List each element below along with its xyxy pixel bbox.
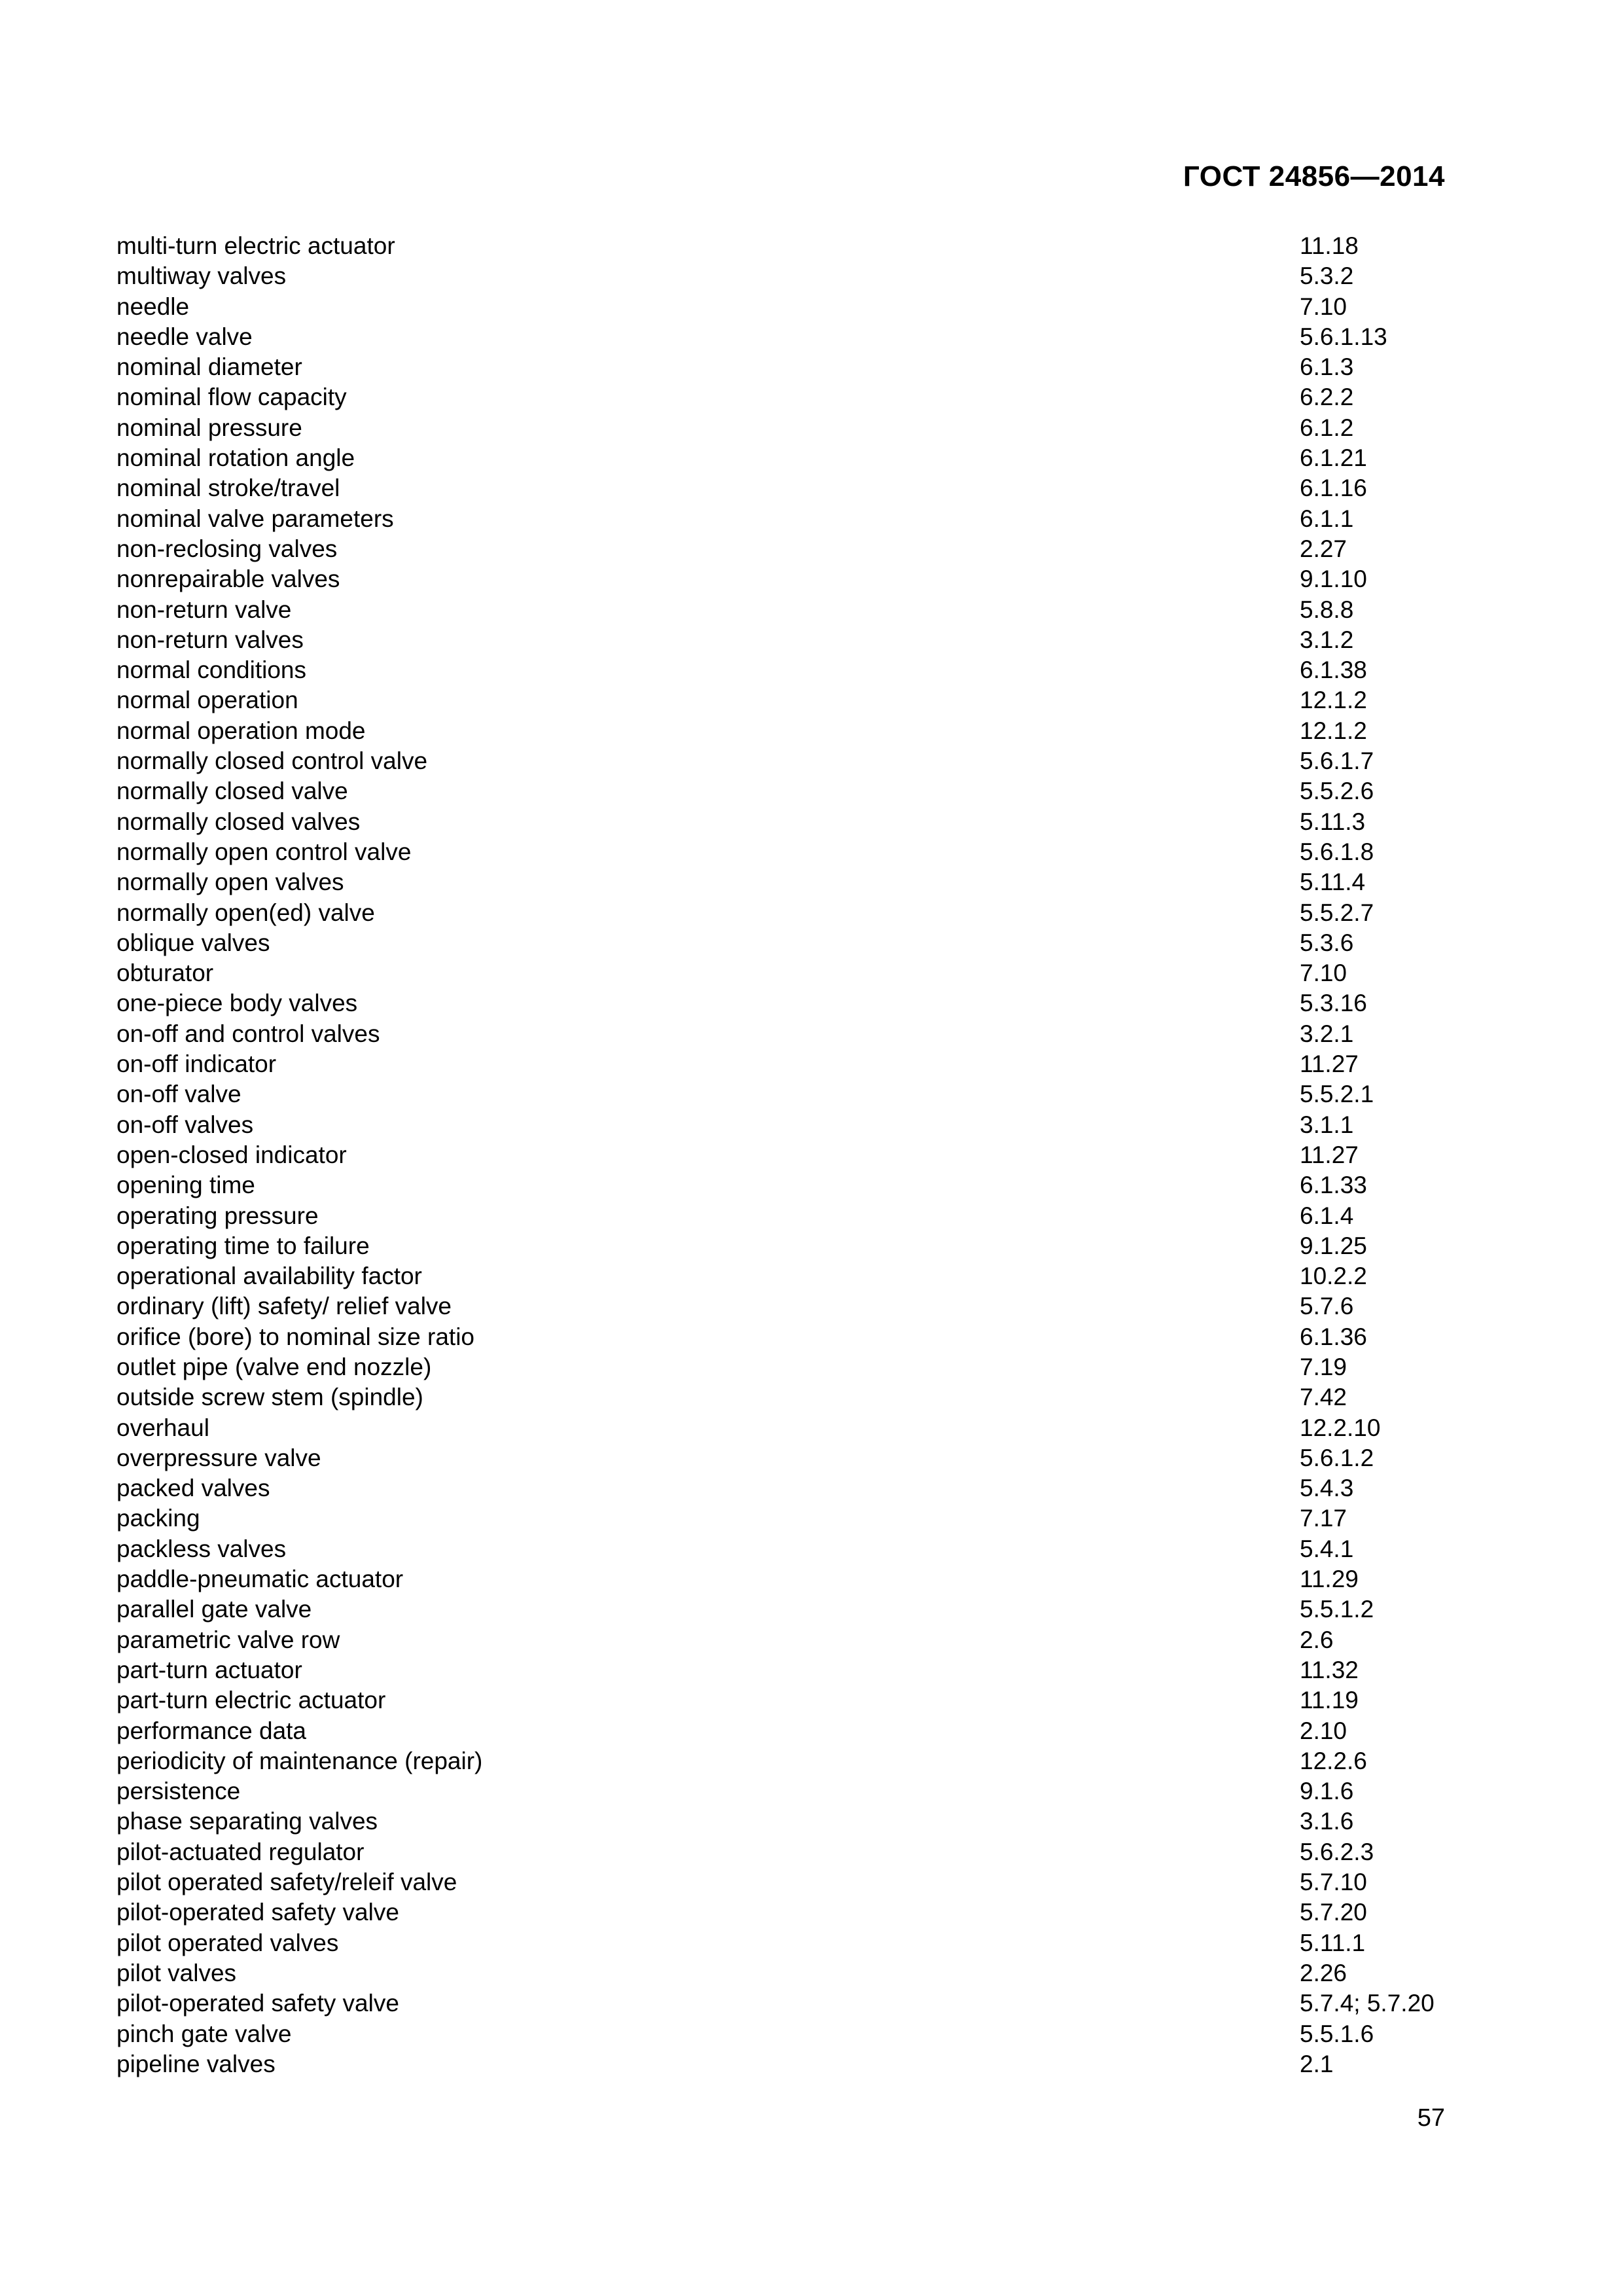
index-entry — [116, 1382, 1445, 1412]
index-entry — [116, 1231, 1445, 1261]
index-entry — [116, 716, 1445, 746]
index-reference: 9.1.6 — [1300, 1778, 1354, 1805]
index-entry — [116, 443, 1445, 473]
index-term: periodicity of maintenance (repair) — [116, 1747, 483, 1774]
index-term: packed valves — [116, 1475, 270, 1502]
index-term: on-off valves — [116, 1111, 254, 1138]
index-entry — [116, 1897, 1445, 1928]
index-reference: 5.11.3 — [1300, 808, 1366, 835]
index-term: on-off indicator — [116, 1050, 277, 1078]
index-term: pilot valves — [116, 1959, 237, 1986]
index-reference: 5.5.1.2 — [1300, 1596, 1374, 1623]
index-entry — [116, 1170, 1445, 1200]
index-reference: 5.7.4; 5.7.20 — [1300, 1990, 1435, 2017]
index-entry — [116, 1594, 1445, 1624]
index-term: normally closed valves — [116, 808, 361, 835]
index-reference: 6.1.1 — [1300, 505, 1354, 532]
index-entry — [116, 1079, 1445, 1109]
index-entry — [116, 231, 1445, 261]
index-term: nominal pressure — [116, 414, 302, 441]
index-term: outside screw stem (spindle) — [116, 1384, 423, 1411]
index-reference: 9.1.10 — [1300, 565, 1367, 593]
index-entry — [116, 1110, 1445, 1140]
index-reference: 11.19 — [1300, 1687, 1359, 1714]
index-term: non-reclosing valves — [116, 535, 338, 562]
index-reference: 5.5.2.7 — [1300, 899, 1374, 926]
index-entry — [116, 1261, 1445, 1291]
index-term: normally closed valve — [116, 778, 348, 805]
index-reference: 5.6.1.13 — [1300, 323, 1387, 350]
index-reference: 5.7.20 — [1300, 1899, 1367, 1926]
index-term: pinch gate valve — [116, 2020, 292, 2047]
document-header: ГОСТ 24856—2014 — [1183, 160, 1445, 192]
index-entry — [116, 1746, 1445, 1776]
index-term: ordinary (lift) safety/ relief valve — [116, 1293, 452, 1320]
index-term: normally closed control valve — [116, 747, 428, 775]
term-index — [116, 231, 1445, 2079]
index-entry — [116, 292, 1445, 322]
index-reference: 6.1.33 — [1300, 1172, 1367, 1199]
index-reference: 6.1.38 — [1300, 656, 1367, 684]
index-term: nominal valve parameters — [116, 505, 394, 532]
index-entry — [116, 1019, 1445, 1049]
index-term: part-turn electric actuator — [116, 1687, 386, 1714]
index-reference: 5.7.10 — [1300, 1869, 1367, 1896]
index-entry — [116, 807, 1445, 837]
index-reference: 5.6.1.2 — [1300, 1444, 1374, 1471]
index-reference: 12.2.10 — [1300, 1414, 1381, 1441]
index-reference: 6.2.2 — [1300, 384, 1354, 411]
index-term: opening time — [116, 1172, 255, 1199]
index-reference: 2.10 — [1300, 1717, 1347, 1744]
index-entry — [116, 1443, 1445, 1473]
index-term: needle — [116, 293, 190, 320]
index-term: normal operation mode — [116, 717, 366, 744]
index-entry — [116, 1291, 1445, 1321]
index-term: part-turn actuator — [116, 1656, 302, 1683]
index-reference: 5.3.2 — [1300, 262, 1354, 290]
index-entry — [116, 382, 1445, 412]
index-term: nonrepairable valves — [116, 565, 340, 593]
index-term: nominal rotation angle — [116, 444, 355, 472]
index-reference: 5.5.2.6 — [1300, 778, 1374, 805]
index-entry — [116, 1503, 1445, 1534]
index-entry — [116, 504, 1445, 534]
index-reference: 12.2.6 — [1300, 1747, 1367, 1774]
index-entry — [116, 988, 1445, 1018]
index-entry — [116, 595, 1445, 625]
index-term: phase separating valves — [116, 1808, 378, 1835]
index-term: nominal diameter — [116, 353, 302, 381]
index-reference: 11.18 — [1300, 232, 1359, 259]
index-reference: 5.6.2.3 — [1300, 1838, 1374, 1865]
index-entry — [116, 322, 1445, 352]
index-entry — [116, 1049, 1445, 1079]
index-entry — [116, 534, 1445, 564]
index-entry — [116, 685, 1445, 715]
index-entry — [116, 1958, 1445, 1988]
index-term: non-return valves — [116, 626, 304, 653]
index-reference: 5.7.6 — [1300, 1293, 1354, 1320]
index-entry — [116, 1201, 1445, 1231]
index-reference: 3.1.6 — [1300, 1808, 1354, 1835]
index-reference: 5.11.1 — [1300, 1929, 1366, 1956]
index-reference: 2.1 — [1300, 2050, 1334, 2077]
index-entry — [116, 1473, 1445, 1503]
index-term: obturator — [116, 960, 214, 987]
index-reference: 5.3.16 — [1300, 990, 1367, 1017]
index-reference: 7.17 — [1300, 1505, 1347, 1532]
index-reference: 7.42 — [1300, 1384, 1347, 1411]
index-entry — [116, 352, 1445, 382]
index-entry — [116, 1413, 1445, 1443]
index-term: parametric valve row — [116, 1626, 340, 1653]
index-entry — [116, 1837, 1445, 1867]
index-term: needle valve — [116, 323, 253, 350]
index-term: outlet pipe (valve end nozzle) — [116, 1353, 432, 1380]
index-reference: 9.1.25 — [1300, 1232, 1367, 1259]
index-term: pilot-operated safety valve — [116, 1990, 399, 2017]
index-reference: 2.6 — [1300, 1626, 1334, 1653]
index-entry — [116, 928, 1445, 958]
index-entry — [116, 413, 1445, 443]
index-entry — [116, 564, 1445, 594]
index-reference: 3.1.2 — [1300, 626, 1354, 653]
index-entry — [116, 776, 1445, 806]
index-term: normal conditions — [116, 656, 306, 684]
index-entry — [116, 1564, 1445, 1594]
index-reference: 10.2.2 — [1300, 1263, 1367, 1290]
index-entry — [116, 1322, 1445, 1352]
index-entry — [116, 1685, 1445, 1715]
index-entry — [116, 2019, 1445, 2049]
index-term: nominal flow capacity — [116, 384, 347, 411]
index-term: packless valves — [116, 1535, 287, 1562]
index-term: packing — [116, 1505, 200, 1532]
index-entry — [116, 837, 1445, 867]
index-term: pilot-operated safety valve — [116, 1899, 399, 1926]
index-term: nominal stroke/travel — [116, 475, 340, 502]
index-term: orifice (bore) to nominal size ratio — [116, 1323, 474, 1350]
index-reference: 12.1.2 — [1300, 717, 1367, 744]
index-entry — [116, 958, 1445, 988]
index-entry — [116, 746, 1445, 776]
index-reference: 11.27 — [1300, 1050, 1359, 1078]
index-entry — [116, 1534, 1445, 1564]
index-reference: 6.1.4 — [1300, 1202, 1354, 1229]
index-entry — [116, 1928, 1445, 1958]
index-reference: 12.1.2 — [1300, 687, 1367, 714]
index-entry — [116, 2049, 1445, 2079]
index-term: pilot operated safety/releif valve — [116, 1869, 457, 1896]
index-reference: 11.32 — [1300, 1656, 1359, 1683]
index-reference: 5.4.1 — [1300, 1535, 1354, 1562]
index-reference: 7.10 — [1300, 293, 1347, 320]
index-reference: 11.29 — [1300, 1566, 1359, 1593]
page-number: 57 — [1417, 2104, 1445, 2132]
index-reference: 5.6.1.8 — [1300, 838, 1374, 865]
index-reference: 6.1.21 — [1300, 444, 1367, 472]
index-term: one-piece body valves — [116, 990, 358, 1017]
index-reference: 5.6.1.7 — [1300, 747, 1374, 775]
index-entry — [116, 1140, 1445, 1170]
index-reference: 5.5.1.6 — [1300, 2020, 1374, 2047]
index-term: normally open(ed) valve — [116, 899, 375, 926]
index-entry — [116, 1352, 1445, 1382]
index-term: multiway valves — [116, 262, 287, 290]
index-reference: 7.10 — [1300, 960, 1347, 987]
index-term: overpressure valve — [116, 1444, 321, 1471]
index-term: open-closed indicator — [116, 1141, 347, 1168]
index-entry — [116, 655, 1445, 685]
index-term: normal operation — [116, 687, 298, 714]
index-reference: 3.2.1 — [1300, 1020, 1354, 1047]
index-term: oblique valves — [116, 929, 270, 956]
index-term: operational availability factor — [116, 1263, 422, 1290]
index-reference: 6.1.2 — [1300, 414, 1354, 441]
index-entry — [116, 1716, 1445, 1746]
index-reference: 5.5.2.1 — [1300, 1081, 1374, 1108]
index-term: normally open valves — [116, 869, 344, 896]
index-term: non-return valve — [116, 596, 292, 623]
index-reference: 3.1.1 — [1300, 1111, 1354, 1138]
index-term: pilot operated valves — [116, 1929, 339, 1956]
index-term: on-off valve — [116, 1081, 241, 1108]
index-term: operating pressure — [116, 1202, 319, 1229]
index-reference: 6.1.3 — [1300, 353, 1354, 381]
index-entry — [116, 261, 1445, 291]
index-term: on-off and control valves — [116, 1020, 380, 1047]
index-term: multi-turn electric actuator — [116, 232, 395, 259]
index-entry — [116, 473, 1445, 503]
index-term: pilot-actuated regulator — [116, 1838, 365, 1865]
index-term: operating time to failure — [116, 1232, 370, 1259]
index-term: overhaul — [116, 1414, 209, 1441]
index-reference: 5.11.4 — [1300, 869, 1366, 896]
index-reference: 11.27 — [1300, 1141, 1359, 1168]
index-reference: 5.3.6 — [1300, 929, 1354, 956]
index-term: normally open control valve — [116, 838, 412, 865]
index-entry — [116, 1988, 1445, 2018]
index-reference: 6.1.36 — [1300, 1323, 1367, 1350]
index-reference: 2.27 — [1300, 535, 1347, 562]
index-reference: 5.8.8 — [1300, 596, 1354, 623]
index-entry — [116, 1867, 1445, 1897]
index-entry — [116, 867, 1445, 897]
index-entry — [116, 1625, 1445, 1655]
index-term: pipeline valves — [116, 2050, 276, 2077]
index-term: performance data — [116, 1717, 307, 1744]
index-reference: 6.1.16 — [1300, 475, 1367, 502]
index-entry — [116, 1806, 1445, 1837]
index-entry — [116, 625, 1445, 655]
index-term: parallel gate valve — [116, 1596, 312, 1623]
index-reference: 5.4.3 — [1300, 1475, 1354, 1502]
index-entry — [116, 898, 1445, 928]
index-entry — [116, 1776, 1445, 1806]
index-term: persistence — [116, 1778, 241, 1805]
index-entry — [116, 1655, 1445, 1685]
index-term: paddle-pneumatic actuator — [116, 1566, 404, 1593]
index-reference: 2.26 — [1300, 1959, 1347, 1986]
index-reference: 7.19 — [1300, 1353, 1347, 1380]
